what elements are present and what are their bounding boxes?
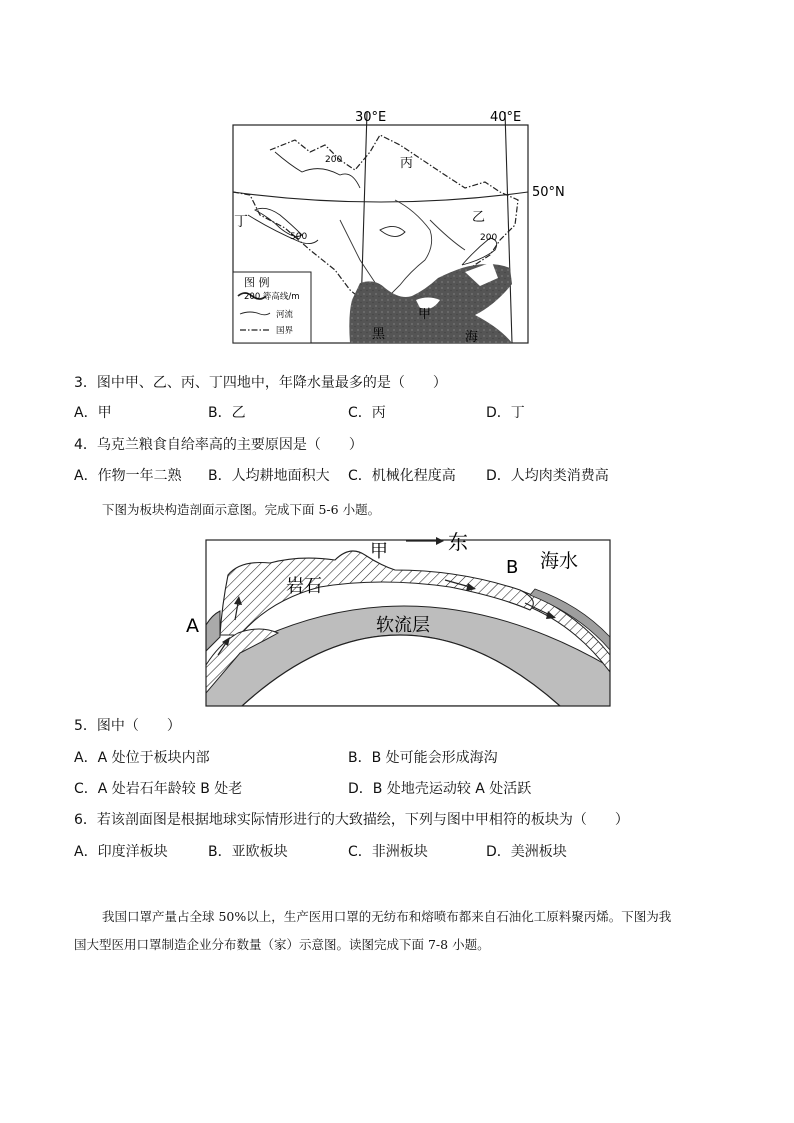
label-asthenosphere: 软流层 [376, 615, 430, 636]
q5-option-a[interactable]: A．A 处位于板块内部 [74, 750, 210, 766]
q4-option-b[interactable]: B．人均耕地面积大 [208, 468, 330, 484]
q5-option-d[interactable]: D．B 处地壳运动较 A 处活跃 [348, 781, 532, 797]
place-jia: 甲 [418, 307, 432, 322]
legend-item-border: 国界 [276, 326, 294, 336]
q6-option-b[interactable]: B．亚欧板块 [208, 844, 288, 860]
intro-7-8-line2: 国大型医用口罩制造企业分布数量（家）示意图。读图完成下面 7-8 小题。 [74, 937, 490, 952]
label-a: A [186, 615, 199, 637]
contour-label-200-east: 200 [480, 233, 498, 243]
place-yi: 乙 [472, 210, 486, 225]
label-east: 东 [448, 530, 468, 554]
contour-label-500: 500 [290, 232, 308, 242]
q3-option-c[interactable]: C．丙 [348, 405, 386, 421]
q5-option-b[interactable]: B．B 处可能会形成海沟 [348, 750, 498, 766]
label-rock: 岩石 [286, 576, 322, 597]
label-b: B [506, 557, 519, 578]
q3-option-b[interactable]: B．乙 [208, 405, 246, 421]
q4-option-c[interactable]: C．机械化程度高 [348, 468, 456, 484]
q6-stem: 6．若该剖面图是根据地球实际情形进行的大致描绘，下列与图中甲相符的板块为（ ） [74, 812, 629, 828]
legend-item-river: 河流 [276, 310, 294, 320]
q3-option-d[interactable]: D．丁 [486, 405, 525, 421]
legend-title: 图 例 [244, 276, 270, 289]
label-jia: 甲 [370, 541, 388, 562]
lon-label-30e: 30°E [355, 110, 387, 125]
place-bing: 丙 [400, 156, 414, 171]
q6-option-c[interactable]: C．非洲板块 [348, 844, 428, 860]
q5-stem: 5．图中（ ） [74, 718, 181, 734]
place-hai: 海 [465, 330, 479, 345]
place-hei: 黑 [372, 327, 386, 342]
q3-stem: 3．图中甲、乙、丙、丁四地中，年降水量最多的是（ ） [74, 375, 447, 391]
q6-option-d[interactable]: D．美洲板块 [486, 844, 567, 860]
ukraine-map [200, 100, 580, 350]
legend-item-contour: 200 等高线/m [244, 292, 300, 302]
q3-option-a[interactable]: A．甲 [74, 405, 112, 421]
label-sea-water: 海水 [540, 550, 579, 572]
q4-option-a[interactable]: A．作物一年二熟 [74, 468, 182, 484]
plate-section-diagram [180, 525, 620, 715]
q4-stem: 4．乌克兰粮食自给率高的主要原因是（ ） [74, 437, 363, 453]
q4-option-d[interactable]: D．人均肉类消费高 [486, 468, 609, 484]
intro-5-6: 下图为板块构造剖面示意图。完成下面 5-6 小题。 [102, 502, 381, 517]
lat-label-50n: 50°N [532, 185, 565, 200]
place-ding: 丁 [234, 214, 248, 230]
q5-option-c[interactable]: C．A 处岩石年龄较 B 处老 [74, 781, 243, 797]
intro-7-8-line1: 我国口罩产量占全球 50%以上，生产医用口罩的无纺布和熔喷布都来自石油化工原料聚丙烯。下图为我 [102, 909, 672, 924]
q6-option-a[interactable]: A．印度洋板块 [74, 844, 168, 860]
lon-label-40e: 40°E [490, 110, 522, 125]
contour-label-200-north: 200 [325, 155, 343, 165]
